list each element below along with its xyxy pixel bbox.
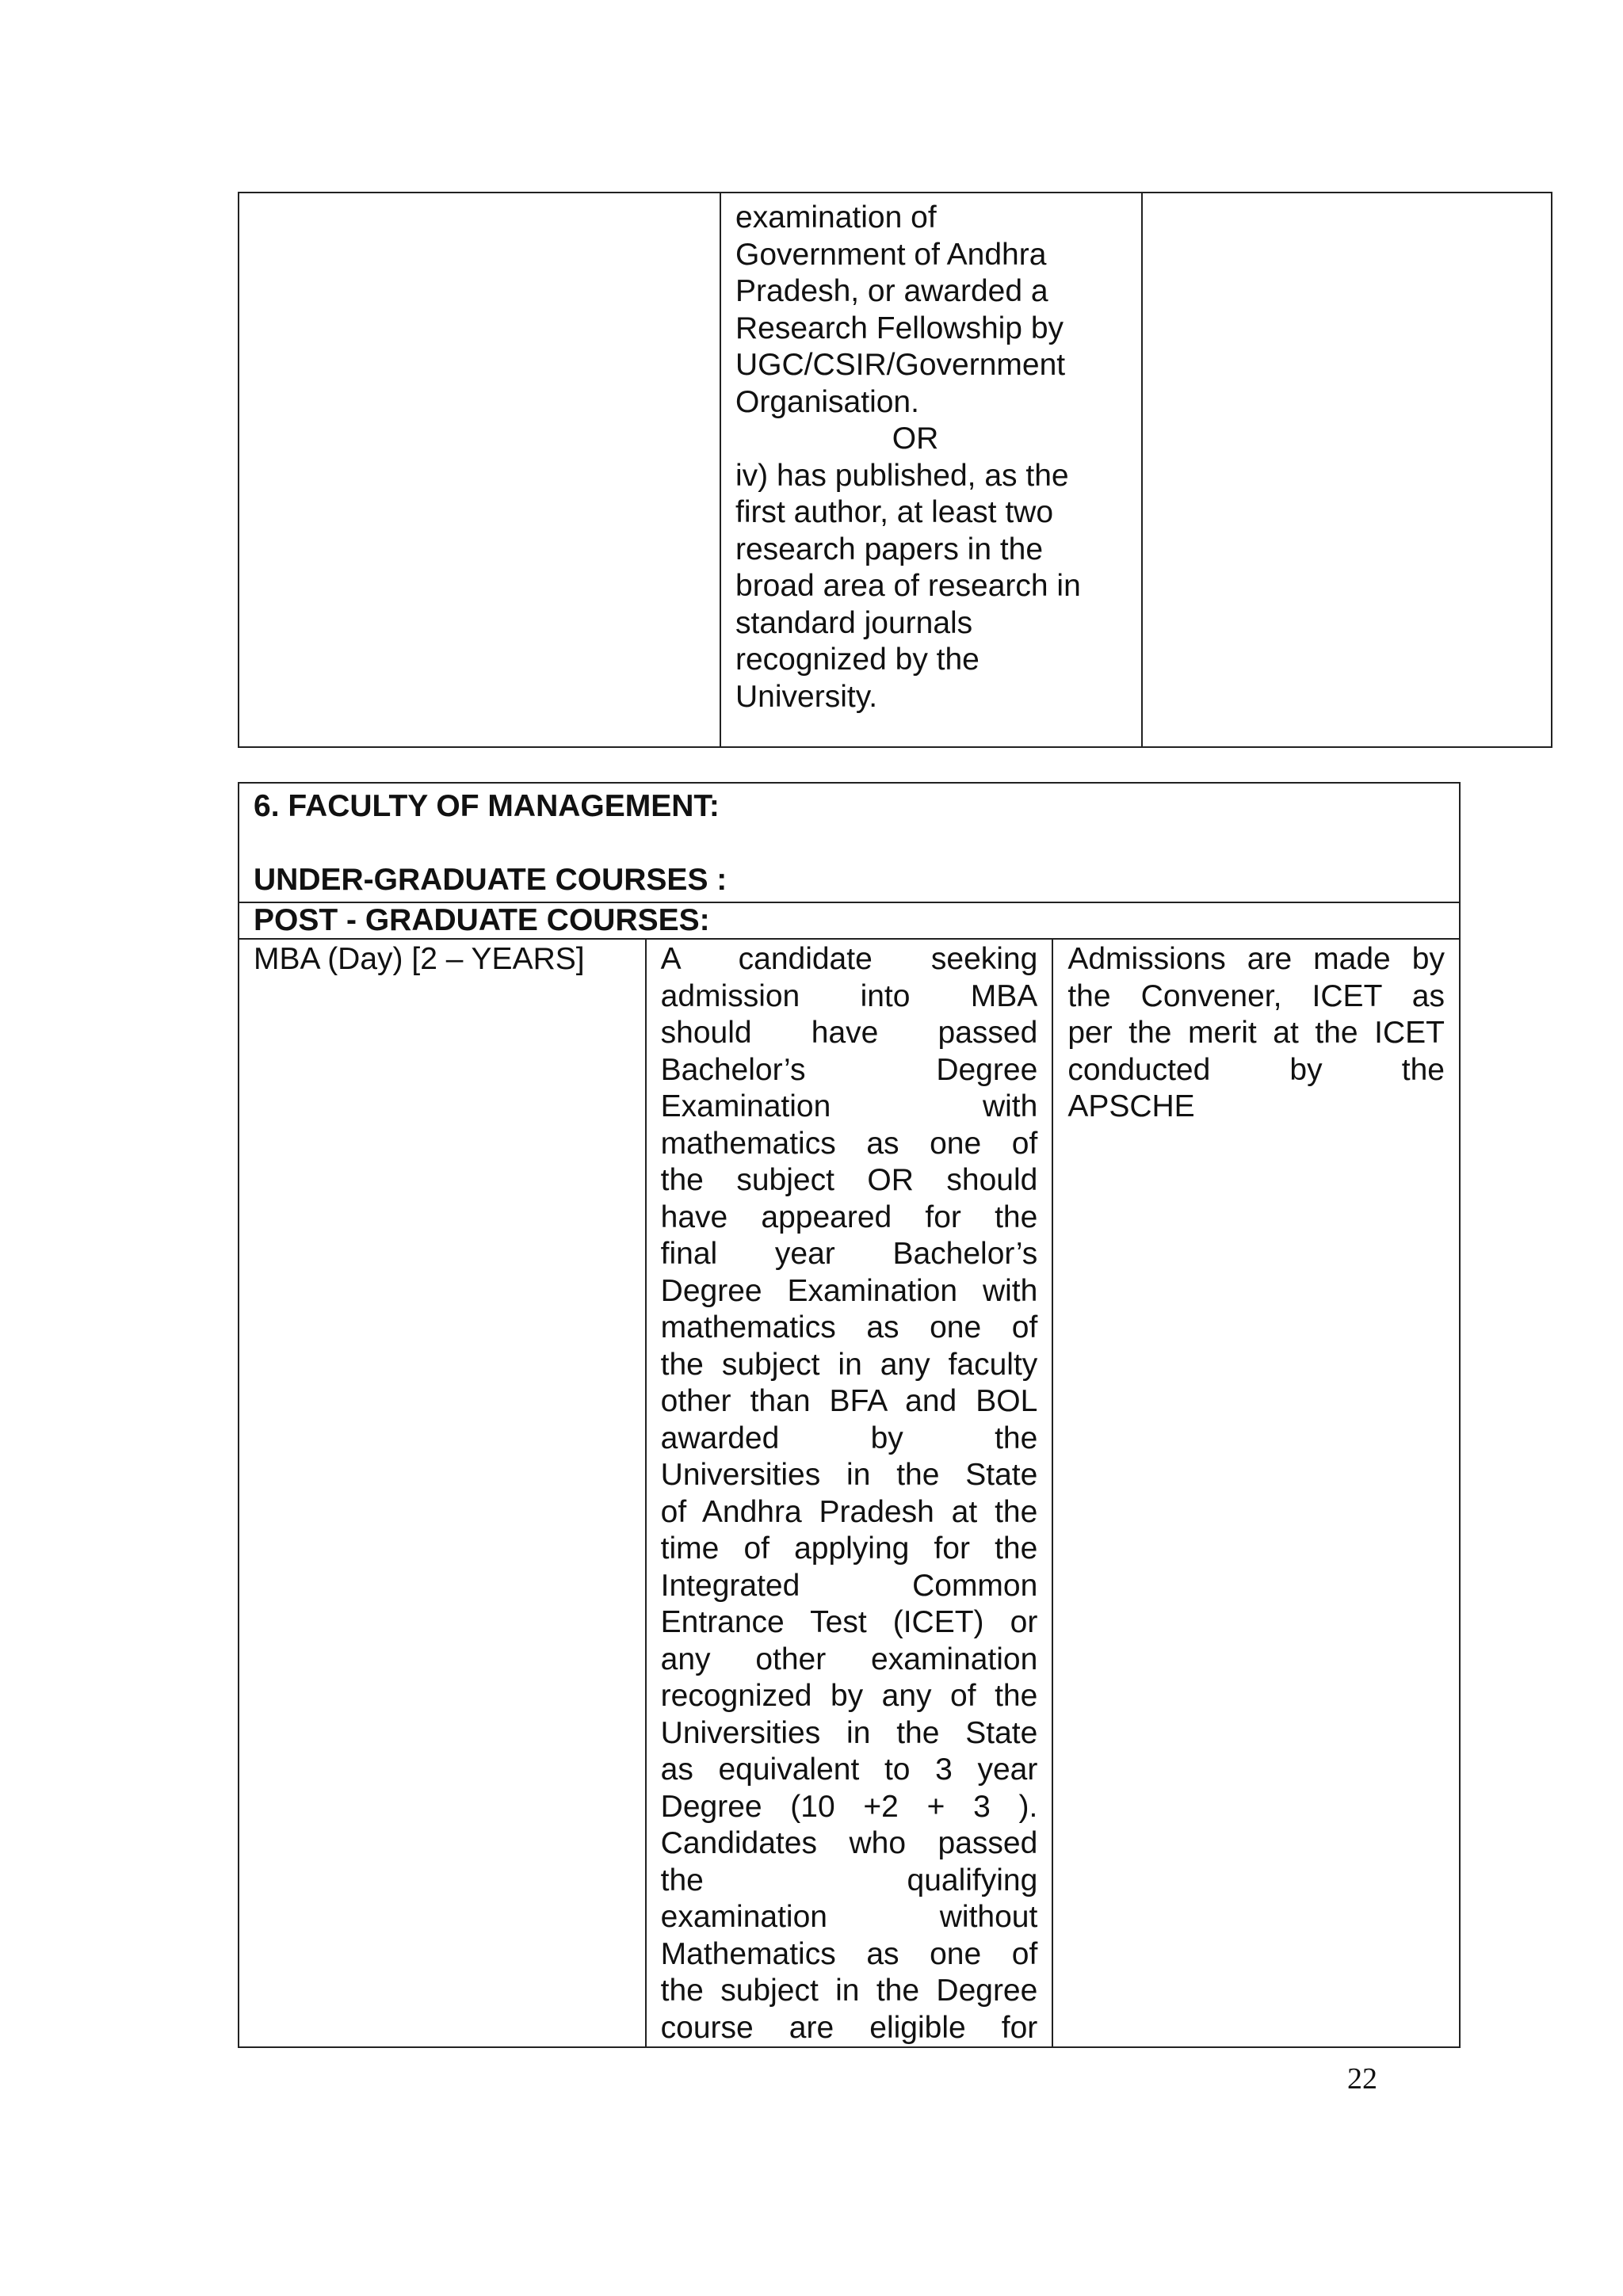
text-line: admission into MBA [660,978,1038,1013]
ug-heading: UNDER-GRADUATE COURSES : [254,862,727,897]
text-line: Universities in the State [660,1715,1038,1750]
text-line: as equivalent to 3 year [660,1753,1038,1787]
text-line: any other examination [660,1642,1038,1676]
text-line: conducted by the [1067,1052,1445,1087]
text-line: Degree (10 +2 + 3 ). [660,1789,1038,1824]
admission-line-last: APSCHE [1067,1089,1195,1123]
text-line: recognized by the [735,643,980,677]
course-name: MBA (Day) [2 – YEARS] [254,942,585,976]
text-line: UGC/CSIR/Government [735,348,1066,382]
text-line: Mathematics as one of [660,1936,1038,1971]
text-line: first author, at least two [735,495,1054,529]
faculty-heading: 6. FACULTY OF MANAGEMENT: [254,789,720,823]
text-line: examination of [735,200,937,235]
page-number: 22 [1347,2062,1377,2096]
text-line: of Andhra Pradesh at the [660,1494,1038,1529]
text-line: the subject in the Degree [660,1974,1038,2008]
text-line: Organisation. [735,384,919,419]
text-line: final year Bachelor’s [660,1237,1038,1271]
text-line: University. [735,679,878,714]
text-line: Admissions are made by [1067,942,1445,976]
text-line: have appeared for the [660,1199,1038,1234]
course-cell-empty [239,193,720,747]
text-line: standard journals [735,605,973,640]
text-line: awarded by the [660,1421,1038,1455]
text-line: course are eligible for [660,2010,1038,2045]
text-line: Universities in the State [660,1458,1038,1492]
text-line: examination without [660,1900,1038,1934]
text-line: Integrated Common [660,1568,1038,1603]
admission-cell [1052,939,1460,2047]
text-line: the subject OR should [660,1163,1038,1197]
text-line: the qualifying [660,1863,1038,1897]
text-line: time of applying for the [660,1531,1038,1566]
text-line: A candidate seeking [660,942,1038,976]
text-line: Bachelor’s Degree [660,1052,1038,1087]
faculty-heading-cell [239,783,1460,902]
text-line: other than BFA and BOL [660,1384,1038,1418]
text-line: Research Fellowship by [735,311,1064,345]
course-cell [239,939,646,2047]
text-line: mathematics as one of [660,1310,1038,1344]
eligibility-cell [646,939,1053,2047]
text-line: iv) has published, as the [735,458,1069,493]
text-line: the Convener, ICET as [1067,978,1445,1013]
spacer [254,826,1445,862]
text-line: mathematics as one of [660,1126,1038,1161]
text-line: should have passed [660,1016,1038,1050]
text-line: Examination with [660,1089,1038,1123]
text-line: research papers in the [735,532,1044,566]
text-line: Candidates who passed [660,1826,1038,1860]
text-line: Government of Andhra [735,237,1047,272]
pg-heading-cell [239,902,1460,939]
eligibility-text [661,941,1038,2046]
text-line: per the merit at the ICET [1067,1016,1445,1050]
text-line: recognized by any of the [660,1679,1038,1713]
pg-heading: POST - GRADUATE COURSES: [254,903,710,937]
text-line: Pradesh, or awarded a [735,274,1048,308]
or-separator: OR [892,421,939,456]
eligibility-table-continued [238,192,1552,748]
admission-cell-empty [1142,193,1552,747]
text-line: the subject in any faculty [660,1347,1038,1382]
eligibility-cell [720,193,1142,747]
text-line: Entrance Test (ICET) or [660,1605,1038,1639]
admission-text [1067,941,1445,1089]
text-line: Degree Examination with [660,1273,1038,1308]
faculty-management-table [238,782,1461,2048]
text-line: broad area of research in [735,569,1081,603]
